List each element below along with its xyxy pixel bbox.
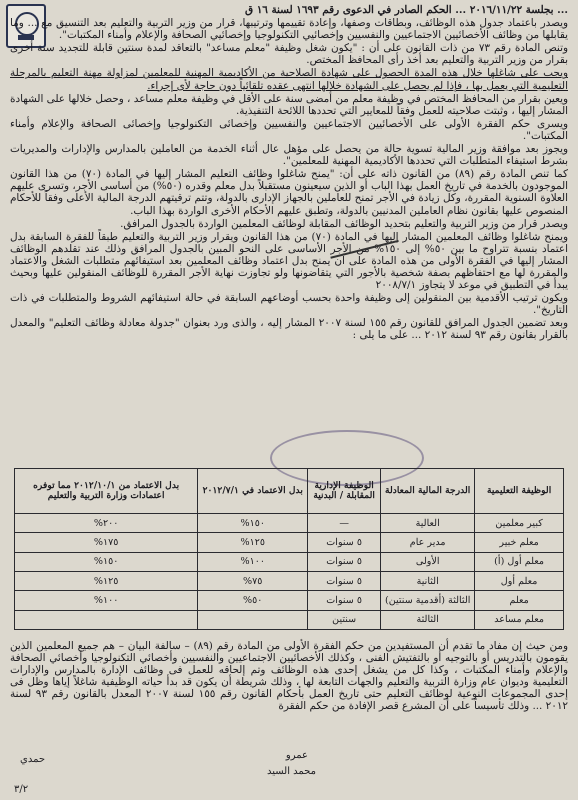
page-number: ٣/٢ <box>14 784 29 795</box>
signature-3: حمدي <box>20 754 46 765</box>
table-cell: ٧٥% <box>198 571 308 590</box>
table-cell: معلم خبير <box>475 533 564 552</box>
table-cell: ٥ سنوات <box>308 552 381 571</box>
table-header-row <box>15 469 564 514</box>
table-cell: ١٧٥% <box>15 533 198 552</box>
paragraph-10: وبعد تضمين الجدول المرافق للقانون رقم ١٥٥ لسنة ٢٠٠٧ المشار إليه ، والذى ورد بعنوان "جدولة معادلة وظائف التعليم" والمعدل بالقرار بقانون رقم ٩٣ لسنة ٢٠١٢ ... على ما يلى : <box>10 317 569 342</box>
document-body <box>10 4 568 343</box>
table-cell: الثالثة (أقدمية سنتين) <box>381 591 475 610</box>
table-row <box>15 533 564 552</box>
paragraph-6: كما تنص المادة رقم (٨٩) من القانون ذاته على أن: "يمنح شاغلوا وظائف التعليم المشار إليها في المادة (٧٠) من هذا القانون الموجودون بالخدمة في تاريخ العمل بهذا الباب أو الذين سيعينون مستقبلاً بدل معلم وقدره (٥٠%) من أساسى الأجر، وتسرى عليهم العلاوة السنوية المقررة، وكل زيادة في الأجر تمنح للعاملين بالجهاز الإدارى بالدولة، وتتم ترقيتهم الدرجة المالية الأعلى وفقاً للأحكام المنصوص عليها بقانون نظام العاملين المدنيين بالدولة، وتطبق عليهم الأحكام الأخرى الواردة بهذا الباب. <box>10 168 569 217</box>
closing-paragraph: ومن حيث إن مفاد ما تقدم أن المستفيدين من حكم الفقرة الأولى من المادة رقم (٨٩) – سالفة البيان – هم جميع المعلمين الذين يقومون بالتدريس أو بالتوجيه أو بالتفتيش الفنى ، وكذلك الأخصائيين الاجتماعيين والنفسيين وأخصائي التكنولوجيا وأخصائي الصحافة والإعلام وأمناء المكتبات ، وكذا كل من يشغل إحدى هذه الوظائف وتم إلحاقه للعمل فى وظائف الإدارة بالمدارس والإدارات التعليمية وديوان عام وزارة التربية والتعليم والجهات التابعة لها ، وذلك شريطة أن يكون قد بدأ حياته الوظيفية شاغلاً إياها وظل فى إحدى المجموعات النوعية لوظائف التعليم حتى تاريخ العمل بأحكام القانون رقم ١٥٥ لسنة ٢٠٠٧ المعدل بالقانون رقم ٩٣ لسنة ٢٠١٢ ... وذلك تأسيساً على أن المشرع قصر الإفادة من حكم الفقرة <box>10 640 568 713</box>
table-cell: معلم مساعد <box>475 610 564 629</box>
table-cell <box>15 610 198 629</box>
table-cell: معلم <box>475 591 564 610</box>
table-row <box>15 610 564 629</box>
table-cell: ٥ سنوات <box>308 533 381 552</box>
header-line-1: ... بجلسة ٢٠١٦/١١/٢٢ ... الحكم الصادر في الدعوى رقم ١٦٩٣ لسنة ١٦ ق <box>245 4 568 16</box>
table-cell: ١٢٥% <box>15 571 198 590</box>
table-header: بدل الاعتماد من ٢٠١٢/١٠/١ مما توفره اعتمادات وزارة التربية والتعليم <box>15 469 198 514</box>
table-cell: ١٢٥% <box>198 533 308 552</box>
paragraph-4: ويسرى حكم الفقرة الأولى على الأخصائيين الاجتماعيين والنفسيين وإخصائى التكنولوجيا وإخصائى الصحافة والإعلام وأمناء المكتبات". <box>10 117 568 142</box>
table-row <box>15 591 564 610</box>
table-cell: ١٠٠% <box>15 591 198 610</box>
table-cell: الأولى <box>381 552 475 571</box>
table-row <box>15 552 564 571</box>
table-row <box>15 571 564 590</box>
table-cell: ١٠٠% <box>198 552 308 571</box>
table-cell: كبير معلمين <box>475 514 564 533</box>
table-cell: ٥٠% <box>198 591 308 610</box>
table-cell: الثالثة <box>381 610 475 629</box>
table-header: بدل الاعتماد في ٢٠١٢/٧/١ <box>198 469 308 514</box>
table-cell: ٥ سنوات <box>308 591 381 610</box>
table-cell: مدير عام <box>381 533 475 552</box>
paragraph-3: ويعين بقرار من المحافظ المختص في وظيفة معلم من أمضى سنة على الأقل في وظيفة معلم مساعد ، وحصل خلالها على الشهادة المشار إليها ، وثبتت صلاحيته للعمل وفقاً للمعايير التي تحددها اللائحة التنفيذية. <box>10 92 568 117</box>
paragraph-7: ويصدر قرار من وزير التربية والتعليم بتحديد الوظائف المقابلة لوظائف المعلمين الواردة بالجدول المرافق. <box>120 217 568 230</box>
table-row <box>15 514 564 533</box>
signature-2: محمد السيد <box>266 766 316 777</box>
table-cell: الثانية <box>381 571 475 590</box>
table-cell: معلم أول (أ) <box>475 552 564 571</box>
table-cell: معلم أول <box>475 571 564 590</box>
table-cell: ٢٠٠% <box>15 514 198 533</box>
table-cell <box>198 610 308 629</box>
table-cell: ٥ سنوات <box>308 571 381 590</box>
salary-table <box>14 468 564 630</box>
paragraph-9: ويكون ترتيب الأقدمية بين المنقولين إلى وظيفة واحدة بحسب أوضاعهم السابقة في حالة استيفائهم الشروط والمتطلبات في ذات التاريخ". <box>10 292 568 317</box>
paragraph-5: ويجوز بعد موافقة وزير المالية تسوية حالة من يحصل على مؤهل عال أثناء الخدمة من العاملين بالمدارس والإدارات والمديريات بشرط استيفاء المتطلبات التي تحددها الأكاديمية المهنية للمعلمين". <box>10 143 568 168</box>
table-cell: سنتين <box>308 610 381 629</box>
page-footer <box>0 748 578 800</box>
table-header: الوظيفة التعليمية <box>475 469 564 514</box>
table-cell: — <box>308 514 381 533</box>
paragraph-2: ويجب على شاغلها خلال هذه المدة الحصول على شهادة الصلاحية من الأكاديمية المهنية للمعلمين لمزاولة مهنة التعليم بالمرحلة التعليمية التي يعمل بها ، فإذا لم يحصل على الشهادة خلالها انتهى عقده تلقائياً دون حاجة لأى إجراء. <box>10 67 568 92</box>
table-header: الوظيفة الإدارية المقابلة / البدنية <box>308 469 381 514</box>
paragraph-1: وتنص المادة رقم ٧٣ من ذات القانون على أن : "يكون شغل وظيفة "معلم مساعد" بالتعاقد لمدة سنتين قابلة للتجديد سنة أخرى بقرار من وزير التربية والتعليم بعد أخذ رأى المحافظ المختص. <box>10 42 568 67</box>
table-cell: ١٥٠% <box>15 552 198 571</box>
table-cell: العالية <box>381 514 475 533</box>
header-line-2: ويصدر باعتماد جدول هذه الوظائف، وبطاقات وصفها، وإعادة تقييمها وترتيبها، قرار من وزير التربية والتعليم بعد التنسيق مع ... وما يقابلها من وظائف الأخصائيين الاجتماعيين والنفسيين وإخصائيي التكنولوجيا وإخصائيي الصحافة والإعلام وأمناء المكتبات". <box>10 17 568 42</box>
table-header: الدرجة المالية المعادلة <box>381 469 475 514</box>
signature-1: عمرو <box>285 750 308 761</box>
paragraph-8: ويمنح شاغلوا وظائف المعلمين المشار إليها في المادة (٧٠) من هذا القانون ويقرار وزير التربية والتعليم طبقاً للفقرة السابقة بدل اعتماد بنسبة تتراوح ما بين ٥٠% إلى ١٥٠% من الأجر الأساسى على النحو المبين بالجدول المرافق وذلك عند تقلدهم الوظائف المشار إليها في الفقرة الأولى من هذه المادة على أن يمنح بدل اعتماد وظائف المعلمين بعد استيفائهم متطلبات الشغل والاعتماد والمقررة لها مع احتفاظهم بصفة شخصية بالأجور التي يتقاضونها ولو تجاوزت نهاية الأجر المقررة للوظائف المنقولين عليها وبحيث يبدأ في التطبيق في موعد لا يتجاوز ٢٠٠٨/٧/١ <box>10 230 569 292</box>
table-cell: ١٥٠% <box>198 514 308 533</box>
